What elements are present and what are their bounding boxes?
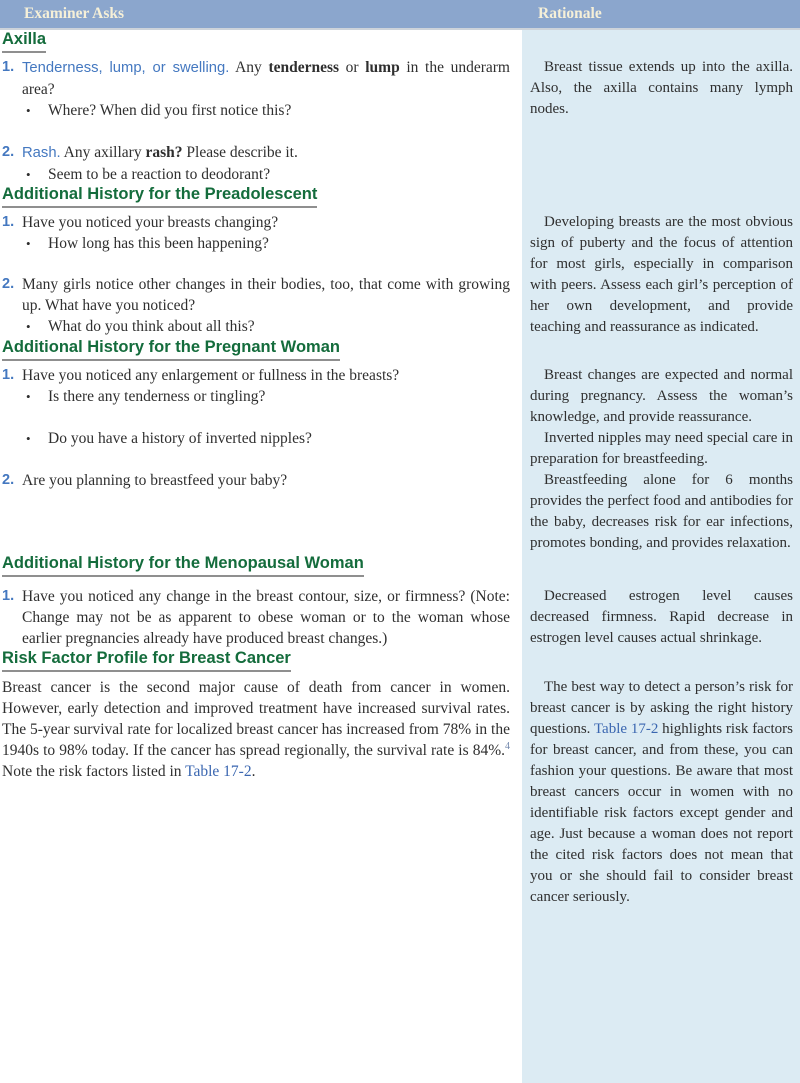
question-number: 1.: [2, 59, 15, 75]
sub-question-text: Seem to be a reaction to deodorant?: [48, 166, 271, 183]
risk-paragraph: Breast cancer is the second major cause of death from cancer in women. However, early detection and improved treatment have increased survival rates. The 5-year survival rate for localized breast cancer has increased from 78% in the 1940s to 98% today. If the cancer has spread regionally, the survival rate is 84%.$^4$ Note the risk factors listed in Table 17-2.: [2, 679, 510, 780]
section-title-preadolescent: Additional History for the Preadolescent: [2, 185, 800, 208]
row-pregnant-q1b: [0, 428, 800, 470]
bullet-icon: •: [26, 236, 31, 251]
section-title-pregnant: Additional History for the Pregnant Woman: [2, 338, 800, 361]
row-menopausal-q1: [0, 586, 800, 649]
rationale-cell: [522, 212, 800, 338]
sub-question-text: Is there any tenderness or tingling?: [48, 388, 266, 405]
question-number: 1.: [2, 588, 15, 604]
question-item: [2, 274, 510, 337]
sub-question: [22, 428, 510, 449]
question-number: 2.: [2, 276, 15, 292]
rationale-column-header: Rationale: [538, 5, 602, 22]
question-item: [2, 365, 510, 407]
question-item: [2, 142, 510, 185]
bullet-icon: •: [26, 389, 31, 404]
question-text: Are you planning to breastfeed your baby?: [22, 472, 288, 489]
sub-question: [22, 164, 510, 185]
rationale-paragraph: Decreased estrogen level causes decreased firmness. Rapid decrease in estrogen level causes actual shrinkage.: [530, 588, 793, 646]
sub-question-text: Where? When did you first notice this?: [48, 102, 292, 119]
row-axilla-q2: [0, 142, 800, 185]
examiner-cell: [0, 586, 522, 649]
page-content: [0, 30, 800, 908]
examiner-cell: [0, 142, 522, 185]
bullet-icon: •: [26, 319, 31, 334]
section-title-risk-factor: Risk Factor Profile for Breast Cancer: [2, 649, 800, 672]
question-item: [2, 57, 510, 121]
rationale-paragraph: Developing breasts are the most obvious sign of puberty and the focus of attention for most girls, especially in comparison with peers. Assess each girl’s perception of her own development, and provide teaching and reassurance as indicated.: [530, 214, 793, 335]
table-17-2-link[interactable]: Table 17-2: [185, 763, 252, 780]
row-pregnant-q2: [0, 470, 800, 554]
examiner-cell: [0, 428, 522, 470]
bullet-icon: •: [26, 431, 31, 446]
sub-question: [22, 316, 510, 337]
rationale-cell: [522, 57, 800, 121]
question-text: Have you noticed any change in the breast contour, size, or firmness? (Note: Change may not be as apparent to obese woman or to the woman whose earlier pregnancies already have produced breast changes.): [22, 588, 510, 647]
question-text: Tenderness, lump, or swelling. Any tenderness or lump in the underarm area? • Where? When did you first notice this?: [22, 59, 510, 119]
question-number: 1.: [2, 367, 15, 383]
row-pregnant-q1: [0, 365, 800, 428]
question-item: [2, 212, 510, 254]
examiner-cell: [0, 677, 522, 908]
rationale-cell: [522, 677, 800, 908]
question-lead: Rash.: [22, 145, 61, 161]
question-lead: Tenderness, lump, or swelling.: [22, 60, 230, 76]
examiner-asks-column-header: Examiner Asks: [24, 5, 125, 22]
sub-question-text: What do you think about all this?: [48, 318, 255, 335]
header-bar: [0, 0, 800, 30]
section-title-menopausal: Additional History for the Menopausal Woman: [2, 554, 800, 577]
examiner-cell: [0, 212, 522, 338]
question-number: 1.: [2, 214, 15, 230]
rationale-paragraph: Breastfeeding alone for 6 months provides the perfect food and antibodies for the baby, decreases risk for ear infections, promotes bonding, and provides relaxation.: [530, 472, 793, 551]
table-17-2-link[interactable]: Table 17-2: [593, 721, 659, 737]
examiner-cell: [0, 57, 522, 121]
row-preadolescent: [0, 212, 800, 338]
bullet-icon: •: [26, 167, 31, 182]
rationale-paragraph: Breast changes are expected and normal during pregnancy. Assess the woman’s knowledge, and provide reassurance.: [530, 367, 793, 425]
sub-question-text: Do you have a history of inverted nipples?: [48, 430, 312, 447]
rationale-cell: [522, 365, 800, 428]
rationale-cell: [522, 142, 800, 185]
question-text: Have you noticed your breasts changing? • How long has this been happening?: [22, 212, 510, 254]
question-text: Have you noticed any enlargement or fullness in the breasts? • Is there any tenderness or tingling?: [22, 365, 510, 407]
rationale-paragraph: Inverted nipples may need special care in preparation for breastfeeding.: [530, 430, 793, 467]
question-text: Many girls notice other changes in their bodies, too, that come with growing up. What have you noticed? • What do you think about all this?: [22, 276, 510, 335]
sub-question: [22, 386, 510, 407]
question-item: [2, 470, 510, 491]
bullet-icon: •: [26, 103, 31, 118]
rationale-paragraph: The best way to detect a person’s risk for breast cancer is by asking the right history questions. Table 17-2 highlights risk factors for breast cancer, and from these, you can fashion your questions. Be aware that most breast cancers occur in women with no identifiable risk factors except gender and age. Just because a woman does not report the cited risk factors does not mean that you or she should fail to consider breast cancer seriously.: [530, 679, 793, 905]
footnote-reference-4: 4: [505, 740, 510, 752]
examiner-cell: [0, 365, 522, 428]
section-title-axilla: Axilla: [2, 30, 800, 53]
question-number: 2.: [2, 472, 15, 488]
sub-question-text: How long has this been happening?: [48, 235, 269, 252]
question-number: 2.: [2, 144, 15, 160]
row-axilla-q1: [0, 57, 800, 121]
examiner-cell: [0, 470, 522, 554]
sub-question: [22, 100, 510, 121]
question-item: [2, 586, 510, 649]
question-text: Rash. Any axillary rash? Please describe it. • Seem to be a reaction to deodorant?: [22, 142, 510, 185]
rationale-cell: [522, 586, 800, 649]
rationale-cell: [522, 470, 800, 554]
sub-question: [22, 233, 510, 254]
rationale-paragraph: Breast tissue extends up into the axilla. Also, the axilla contains many lymph nodes.: [530, 59, 793, 117]
rationale-cell: [522, 428, 800, 470]
row-risk-factor: [0, 677, 800, 908]
